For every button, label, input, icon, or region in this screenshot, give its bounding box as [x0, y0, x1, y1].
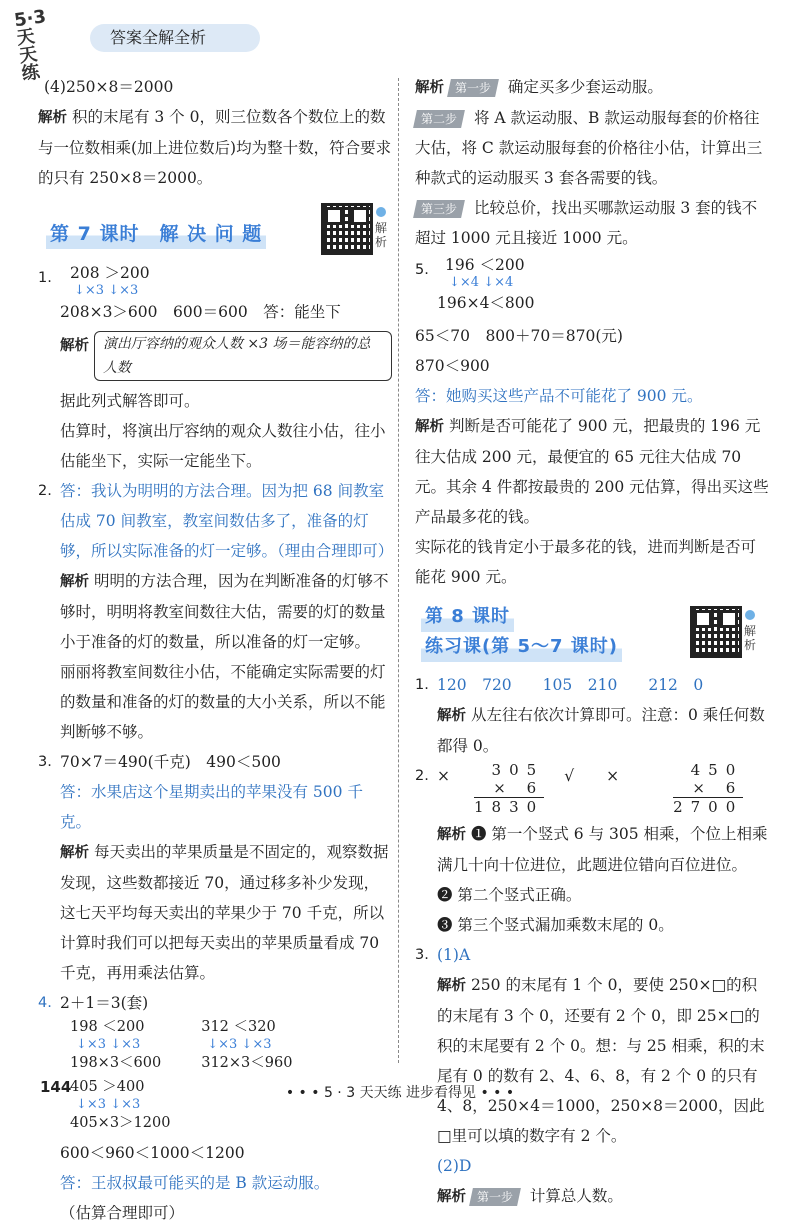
e3-step1-text: 计算总人数。 — [529, 1187, 623, 1205]
step-badge-label: 第一步 — [454, 81, 491, 95]
exercise-2 — [415, 761, 770, 940]
analysis-label: 解析 — [60, 574, 89, 590]
p2-answer: 答：我认为明明的方法合理。因为把 68 间教室估成 70 间教室，教室间数估多了，准备的灯够，所以实际准备的灯一定够。（理由合理即可） — [60, 482, 394, 560]
qr-play-icon — [745, 610, 755, 620]
exercise-3 — [415, 940, 770, 1212]
exercise-1 — [415, 670, 770, 761]
analysis-label: 解析 — [415, 80, 444, 96]
p2-text1: 明明的方法合理，因为在判断准备的灯够不够时，明明将教室间数往大估，需要的灯的数量小于准备的灯的数量，所以准备的灯一定够。 — [60, 572, 389, 651]
p1-line3: 208×3＞600 600＝600 答：能坐下 — [60, 303, 341, 321]
analysis-label: 解析 — [437, 708, 466, 724]
p3-text: 每天卖出的苹果质量是不固定的，观察数据发现，这些数都接近 70，通过移多补少发现，这七天平均每天卖出的苹果少于 70 千克，所以计算时我们可以把每天卖出的苹果质量看成 70 千克，再用乘法估算。 — [60, 843, 389, 982]
analysis-label: 解析 — [38, 110, 67, 126]
p4-analysis-step2 — [415, 103, 770, 193]
analysis-label: 解析 — [60, 845, 89, 861]
p4-estimate-b — [201, 1018, 292, 1072]
header-banner: 答案全解全析 — [90, 24, 260, 52]
qr-label: 解析 — [744, 624, 757, 652]
p1-line1: 208 ＞200 — [70, 264, 150, 282]
qr-play-icon — [376, 207, 386, 217]
p4-analysis-step3 — [415, 193, 770, 253]
p5-text1: 判断是否可能花了 900 元，把最贵的 196 元往大估成 200 元，最便宜的 65 元往大估成 70 元。其余 4 件都按最贵的 200 元估算，得出买这些产品最多花的钱。 — [415, 417, 769, 526]
step1-text: 确定买多少套运动服。 — [507, 78, 663, 96]
right-column — [415, 72, 770, 1212]
p4-estimates-row1 — [70, 1018, 393, 1072]
p4-a2: 198×3＜600 — [70, 1055, 162, 1071]
p4-b1: 312 ＜320 — [201, 1019, 276, 1035]
problem-number: 1. — [38, 270, 52, 286]
e2-v2-mid: × 6 — [692, 779, 744, 797]
problem-4 — [38, 988, 393, 1228]
e3-step1 — [437, 1181, 770, 1212]
e2-text1: ❶ 第一个竖式 6 与 305 相乘，个位上相乘满几十向十位进位，此题进位错向百位进位。 — [437, 825, 768, 874]
p5-text2: 实际花的钱肯定小于最多花的钱，进而判断是否可能花 900 元。 — [415, 538, 757, 586]
e3-part2: (2)D — [437, 1157, 472, 1175]
e3-part1: (1)A — [437, 946, 471, 964]
p5-line3: 196×4＜800 — [437, 294, 535, 312]
logo: 5·3天天练 — [12, 6, 48, 85]
p3-analysis — [60, 837, 393, 988]
qr-code[interactable] — [321, 203, 373, 255]
p4-c-arrows: ↓×3 ↓×3 — [76, 1097, 141, 1112]
analysis-label: 解析 — [437, 978, 466, 994]
p3-expression: 70×7＝490(千克) 490＜500 — [60, 753, 281, 771]
left-column — [38, 72, 393, 1228]
problem-5 — [415, 255, 770, 315]
qr-code[interactable] — [690, 606, 742, 658]
lesson8-subtitle: 练习课(第 5～7 课时) — [421, 632, 622, 662]
step-badge — [413, 110, 465, 128]
lesson7-title: 第 7 课时 解 决 问 题 — [46, 219, 266, 249]
p4-estimate-a — [70, 1018, 161, 1072]
problem-number: 3. — [415, 947, 429, 963]
analysis-label: 解析 — [437, 1189, 466, 1205]
e2-v2-top: 450 — [690, 761, 744, 779]
p1-analysis — [38, 331, 393, 476]
step-badge-label: 第二步 — [421, 112, 458, 126]
step-badge — [413, 200, 465, 218]
e2-v1-mid: × 6 — [493, 779, 545, 797]
p4-a1: 198 ＜200 — [70, 1019, 145, 1035]
p4-note: （估算合理即可） — [60, 1204, 185, 1222]
e2-vertical-1 — [474, 761, 544, 816]
p1-formula-box — [94, 331, 392, 381]
step-badge — [469, 1188, 521, 1206]
p4-expression: 2＋1＝3(套) — [60, 994, 149, 1012]
problem-number: 1. — [415, 677, 429, 693]
e3-analysis — [437, 970, 770, 1151]
e2-mark-wrong-2: × — [606, 767, 620, 785]
step-badge-label: 第三步 — [421, 202, 458, 216]
problem-number: 4. — [38, 995, 52, 1011]
p2-text2: 丽丽将教室间数往小估，不能确定实际需要的灯的数量和准备的灯的数量的大小关系，所以不能判断够不够。 — [60, 663, 386, 741]
lesson8-header — [415, 602, 770, 664]
problem-3 — [38, 747, 393, 988]
p4-analysis-step1 — [415, 72, 770, 103]
p1-arrows: ↓×3 ↓×3 — [74, 283, 139, 298]
problem-number: 5. — [415, 262, 429, 278]
p2-analysis — [60, 566, 393, 657]
q4-analysis-text: 积的末尾有 3 个 0，则三位数各个数位上的数与一位数相乘(加上进位数后)均为整十数，符合要求的只有 250×8＝2000。 — [38, 108, 392, 187]
q4-expression: (4)250×8＝2000 — [44, 78, 174, 96]
problem-number: 3. — [38, 754, 52, 770]
p5-line1: 196 ＜200 — [445, 256, 525, 274]
analysis-label: 解析 — [437, 827, 466, 843]
lesson8-title: 第 8 课时 — [421, 602, 514, 632]
problem-2 — [38, 476, 393, 747]
p4-c1: 405 ＞400 — [70, 1079, 145, 1095]
e2-analysis — [437, 819, 770, 880]
p1-box-text: 演出厅容纳的观众人数 — [102, 336, 243, 352]
e2-text3: ❸ 第三个竖式漏加乘数末尾的 0。 — [437, 916, 674, 934]
p4-answer: 答：王叔叔最可能买的是 B 款运动服。 — [60, 1174, 330, 1192]
step-badge — [447, 79, 499, 97]
p4-a-arrows: ↓×3 ↓×3 — [76, 1037, 141, 1052]
e1-answer: 120 720 105 210 212 0 — [437, 676, 704, 694]
page-number: 144 — [40, 1078, 72, 1096]
p4-compare: 600＜960＜1000＜1200 — [60, 1144, 245, 1162]
p4-b-arrows: ↓×3 ↓×3 — [207, 1037, 272, 1052]
p1-text2: 估算时，将演出厅容纳的观众人数往小估，往小估能坐下，实际一定能坐下。 — [60, 422, 386, 470]
analysis-label: 解析 — [60, 338, 89, 354]
problem-number: 2. — [38, 483, 52, 499]
e2-v2-result: 2700 — [673, 798, 744, 816]
p5-analysis — [415, 411, 770, 532]
analysis-label: 解析 — [415, 419, 444, 435]
problem-1 — [38, 263, 393, 325]
e2-vertical-2 — [673, 761, 743, 816]
problem-number: 2. — [415, 768, 429, 784]
p5-line5: 870＜900 — [415, 357, 490, 375]
p3-answer: 答：水果店这个星期卖出的苹果没有 500 千克。 — [60, 783, 363, 831]
step3-text: 比较总价，找出买哪款运动服 3 套的钱不超过 1000 元且接近 1000 元。 — [415, 199, 758, 247]
qr-label: 解析 — [375, 221, 388, 249]
p1-text1: 据此列式解答即可。 — [60, 392, 200, 410]
q4-analysis — [38, 102, 393, 193]
e2-mark-correct: √ — [564, 767, 575, 785]
e1-analysis — [437, 700, 770, 761]
column-divider — [398, 78, 399, 1063]
e2-v1-top: 305 — [491, 761, 545, 779]
e2-text2: ❷ 第二个竖式正确。 — [437, 886, 582, 904]
e2-mark-wrong-1: × — [437, 767, 450, 785]
step-badge-label: 第一步 — [476, 1190, 513, 1204]
p4-c2: 405×3＞1200 — [70, 1115, 171, 1131]
step2-text: 将 A 款运动服、B 款运动服每套的价格往大估，将 C 款运动服每套的价格往小估，计算出三种款式的运动服买 3 套各需要的钱。 — [415, 109, 763, 187]
e1-text: 从左往右依次计算即可。注意：0 乘任何数都得 0。 — [437, 706, 765, 755]
e3-text: 250 的末尾有 1 个 0，要使 250×□的积的末尾有 3 个 0，还要有 2 个 0，即 25×□的积的末尾要有 2 个 0。想：与 25 相乘，积的末尾有 0 的数有 2、4、6、8，有 2 个 0 的只有 4、8，250×4＝1000，250×8＝2000，因此□里可以填的数字有 2 个。 — [437, 976, 765, 1145]
p5-line4: 65＜70 800＋70＝870(元) — [415, 327, 623, 345]
p1-box-rest: ×3 场＝能容纳的总人数 — [102, 336, 371, 376]
p5-arrows: ↓×4 ↓×4 — [449, 275, 514, 290]
footer-slogan: • • • 5 · 3 天天练 进步看得见 • • • — [285, 1085, 515, 1101]
lesson7-header — [38, 193, 393, 263]
e2-v1-result: 1830 — [474, 798, 545, 816]
p4-b2: 312×3＜960 — [201, 1055, 293, 1071]
p5-answer: 答：她购买这些产品不可能花了 900 元。 — [415, 387, 703, 405]
